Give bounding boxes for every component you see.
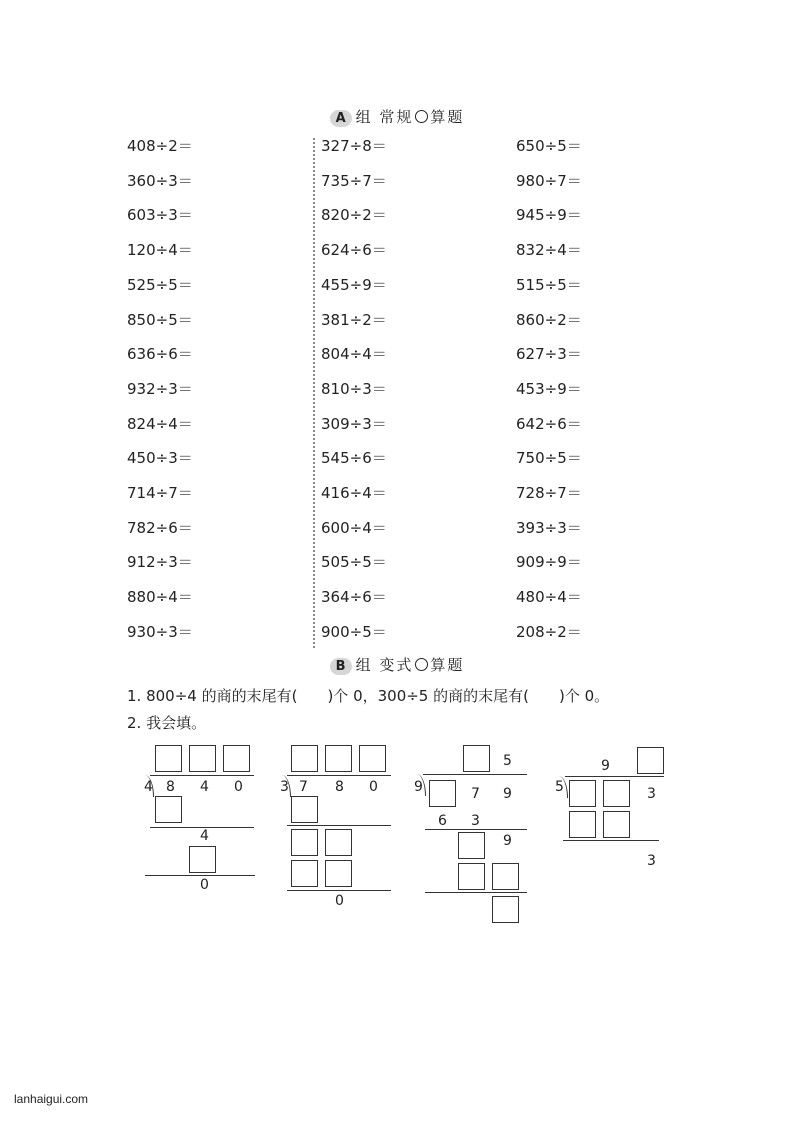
remainder: 9: [503, 833, 512, 849]
group-a-badge: A: [330, 110, 352, 127]
answer-box[interactable]: [325, 829, 352, 856]
subtraction-line: [563, 840, 659, 841]
division-problem: 453÷9＝: [516, 379, 582, 398]
division-bracket: [416, 774, 426, 796]
division-problem: 545÷6＝: [321, 449, 387, 468]
quotient-digit: 9: [601, 758, 610, 774]
division-bracket: [558, 776, 568, 798]
division-problem: 393÷3＝: [516, 518, 582, 537]
answer-box[interactable]: [637, 747, 664, 774]
subtraction-line: [425, 829, 527, 830]
division-problem: 505÷5＝: [321, 553, 387, 572]
answer-box[interactable]: [189, 846, 216, 873]
division-problem: 381÷2＝: [321, 310, 387, 329]
subtraction-line: [145, 875, 255, 876]
answer-box[interactable]: [223, 745, 250, 772]
division-problem: 945÷9＝: [516, 206, 582, 225]
division-problem: 455÷9＝: [321, 275, 387, 294]
division-problem: 824÷4＝: [127, 414, 193, 433]
division-problem: 728÷7＝: [516, 484, 582, 502]
answer-box[interactable]: [291, 860, 318, 887]
dividend-digit: 0: [234, 779, 243, 795]
division-problem: 832÷4＝: [516, 241, 582, 260]
subtraction-line: [287, 825, 391, 826]
division-problem: 714÷7＝: [127, 484, 193, 502]
division-problem: 860÷2＝: [516, 310, 582, 329]
division-problem: 600÷4＝: [321, 518, 387, 537]
division-bar: [565, 776, 664, 777]
division-bracket: [281, 775, 291, 797]
division-problem: 627÷3＝: [516, 345, 582, 364]
circle-icon: [415, 658, 428, 671]
answer-box[interactable]: [492, 863, 519, 890]
division-problem: 480÷4＝: [516, 588, 582, 607]
division-bar: [423, 774, 527, 775]
question-2: 2. 我会填。: [127, 714, 207, 732]
division-problem: 642÷6＝: [516, 414, 582, 433]
division-bar: [287, 775, 391, 776]
answer-box[interactable]: [155, 796, 182, 823]
division-problem: 735÷7＝: [321, 171, 387, 190]
answer-box[interactable]: [458, 863, 485, 890]
dividend-digit: 0: [369, 779, 378, 795]
division-problem: 450÷3＝: [127, 449, 193, 468]
answer-box[interactable]: [189, 745, 216, 772]
division-problem: 636÷6＝: [127, 345, 193, 364]
subtraction-line: [425, 892, 527, 893]
answer-box[interactable]: [291, 745, 318, 772]
division-problem: 804÷4＝: [321, 345, 387, 364]
division-problem: 750÷5＝: [516, 449, 582, 468]
remainder: 3: [647, 853, 656, 869]
division-problem: 364÷6＝: [321, 588, 387, 607]
divisor: 3: [280, 779, 289, 795]
division-problem: 603÷3＝: [127, 206, 193, 225]
division-problem: 810÷3＝: [321, 379, 387, 398]
answer-box[interactable]: [569, 780, 596, 807]
divisor: 5: [555, 779, 564, 795]
dividend-digit: 8: [335, 779, 344, 795]
dividend-digit: 7: [471, 786, 480, 802]
group-a-title: A 组 常规 算题: [0, 106, 794, 127]
division-problem: 309÷3＝: [321, 414, 387, 433]
answer-box[interactable]: [458, 832, 485, 859]
division-problem: 900÷5＝: [321, 622, 387, 641]
division-problem: 909÷9＝: [516, 553, 582, 572]
group-b-badge: B: [330, 658, 352, 675]
answer-box[interactable]: [603, 780, 630, 807]
answer-box[interactable]: [463, 745, 490, 772]
remainder: 0: [335, 893, 344, 909]
circle-icon: [415, 110, 428, 123]
division-problem: 408÷2＝: [127, 137, 193, 155]
answer-box[interactable]: [291, 829, 318, 856]
division-problem: 208÷2＝: [516, 622, 582, 641]
division-problem: 650÷5＝: [516, 137, 582, 155]
division-problem: 525÷5＝: [127, 275, 193, 294]
answer-box[interactable]: [359, 745, 386, 772]
dividend-digit: 7: [299, 779, 308, 795]
division-bar: [150, 775, 254, 776]
division-problem: 820÷2＝: [321, 206, 387, 225]
answer-box[interactable]: [603, 811, 630, 838]
divisor: 4: [144, 779, 153, 795]
division-problem: 416÷4＝: [321, 484, 387, 502]
answer-box[interactable]: [291, 796, 318, 823]
column-divider: [313, 138, 315, 648]
dividend-digit: 8: [166, 779, 175, 795]
division-problem: 880÷4＝: [127, 588, 193, 607]
division-problem: 912÷3＝: [127, 553, 193, 572]
subtract-digit: 6: [438, 813, 447, 829]
answer-box[interactable]: [325, 860, 352, 887]
division-problem: 624÷6＝: [321, 241, 387, 260]
division-problem: 327÷8＝: [321, 137, 387, 155]
division-problem: 850÷5＝: [127, 310, 193, 329]
remainder: 4: [200, 828, 209, 844]
group-b-title: B 组 变式 算题: [0, 654, 794, 675]
answer-box[interactable]: [155, 745, 182, 772]
division-problem: 932÷3＝: [127, 379, 193, 398]
subtract-digit: 3: [471, 813, 480, 829]
dividend-digit: 3: [647, 786, 656, 802]
answer-box[interactable]: [429, 780, 456, 807]
remainder: 0: [200, 877, 209, 893]
answer-box[interactable]: [325, 745, 352, 772]
division-problem: 930÷3＝: [127, 622, 193, 641]
divisor: 9: [414, 779, 423, 795]
question-1: 1. 800÷4 的商的末尾有( )个 0，300÷5 的商的末尾有( )个 0。: [127, 687, 610, 705]
quotient-digit: 5: [503, 753, 512, 769]
division-problem: 360÷3＝: [127, 171, 193, 190]
subtraction-line: [287, 890, 391, 891]
division-problem: 980÷7＝: [516, 171, 582, 190]
dividend-digit: 9: [503, 786, 512, 802]
division-problem: 782÷6＝: [127, 518, 193, 537]
answer-box[interactable]: [569, 811, 596, 838]
dividend-digit: 4: [200, 779, 209, 795]
answer-box[interactable]: [492, 896, 519, 923]
division-problem: 120÷4＝: [127, 241, 193, 260]
division-problem: 515÷5＝: [516, 275, 582, 294]
site-watermark: lanhaigui.com: [14, 1092, 89, 1106]
